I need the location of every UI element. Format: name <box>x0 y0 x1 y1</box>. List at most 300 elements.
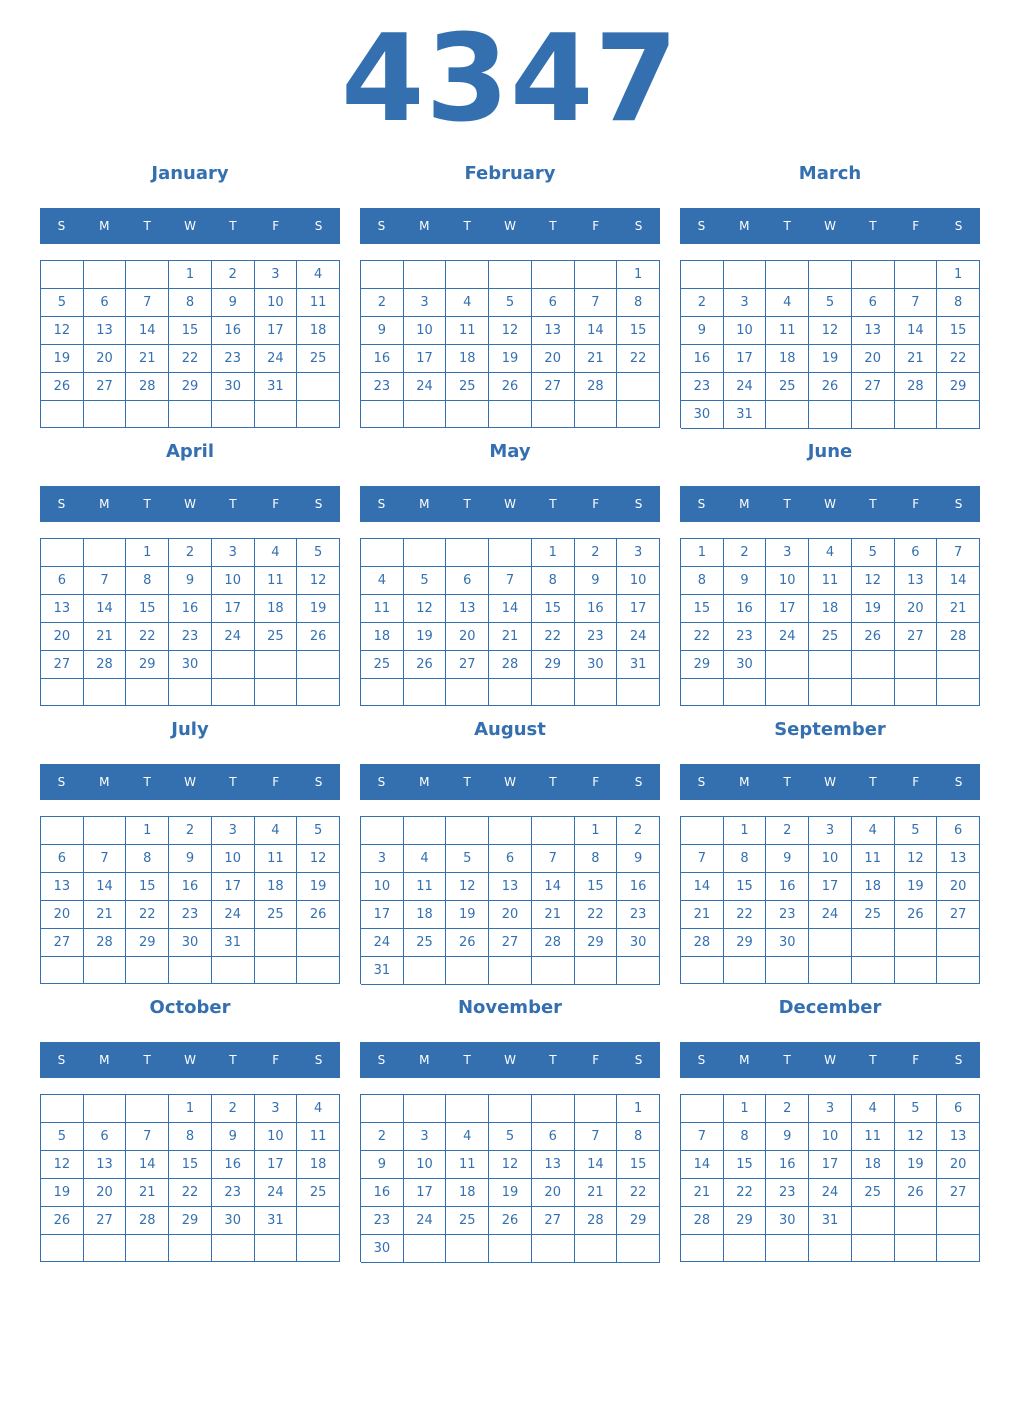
weekday-label: F <box>912 497 920 511</box>
day-cell: 15 <box>724 873 767 901</box>
day-grid <box>680 260 980 428</box>
weekday-label: S <box>634 1053 643 1067</box>
day-cell: 9 <box>617 845 660 873</box>
day-cell: 19 <box>809 345 852 373</box>
empty-day-cell <box>681 261 724 289</box>
weekday-label: F <box>592 497 600 511</box>
weekday-label: M <box>739 775 750 789</box>
day-cell: 26 <box>404 651 447 679</box>
weekday-label: S <box>57 1053 66 1067</box>
empty-day-cell <box>404 1095 447 1123</box>
empty-day-cell <box>895 261 938 289</box>
month-name: December <box>778 997 882 1018</box>
day-cell: 2 <box>617 817 660 845</box>
day-cell: 12 <box>852 567 895 595</box>
day-cell: 10 <box>255 1123 298 1151</box>
day-cell: 29 <box>126 929 169 957</box>
weekday-label: W <box>824 219 836 233</box>
day-cell: 2 <box>361 1123 404 1151</box>
day-cell: 14 <box>126 317 169 345</box>
weekday-label: T <box>783 219 791 233</box>
empty-day-cell <box>937 929 980 957</box>
month-name: November <box>457 997 563 1018</box>
day-cell: 23 <box>766 901 809 929</box>
empty-day-cell <box>575 1095 618 1123</box>
day-cell: 11 <box>852 1123 895 1151</box>
day-cell: 14 <box>84 873 127 901</box>
weekday-header <box>360 1042 660 1078</box>
empty-day-cell <box>681 679 724 706</box>
empty-day-cell <box>895 651 938 679</box>
day-cell: 1 <box>724 1095 767 1123</box>
weekday-label: T <box>869 497 877 511</box>
weekday-header <box>360 764 660 800</box>
day-cell: 9 <box>724 567 767 595</box>
day-cell: 2 <box>575 539 618 567</box>
day-cell: 27 <box>937 901 980 929</box>
day-cell: 7 <box>575 289 618 317</box>
day-cell: 12 <box>895 1123 938 1151</box>
weekday-label: M <box>99 775 110 789</box>
weekday-label: S <box>954 775 963 789</box>
empty-day-cell <box>681 1095 724 1123</box>
day-cell: 14 <box>84 595 127 623</box>
weekday-label: T <box>229 775 237 789</box>
empty-day-cell <box>255 679 298 706</box>
day-cell: 29 <box>724 1207 767 1235</box>
day-cell: 10 <box>617 567 660 595</box>
empty-day-cell <box>766 1235 809 1262</box>
empty-day-cell <box>169 401 212 428</box>
weekday-label: T <box>463 775 471 789</box>
day-cell: 5 <box>446 845 489 873</box>
day-cell: 20 <box>852 345 895 373</box>
empty-day-cell <box>212 651 255 679</box>
empty-day-cell <box>724 1235 767 1262</box>
empty-day-cell <box>852 261 895 289</box>
day-cell: 27 <box>489 929 532 957</box>
day-cell: 17 <box>212 873 255 901</box>
empty-day-cell <box>617 1235 660 1263</box>
day-cell: 21 <box>575 1179 618 1207</box>
day-cell: 7 <box>575 1123 618 1151</box>
empty-day-cell <box>489 679 532 706</box>
day-cell: 11 <box>766 317 809 345</box>
day-cell: 17 <box>809 1151 852 1179</box>
empty-day-cell <box>41 1095 84 1123</box>
day-cell: 16 <box>681 345 724 373</box>
empty-day-cell <box>937 651 980 679</box>
empty-day-cell <box>297 401 340 428</box>
day-cell: 14 <box>489 595 532 623</box>
day-cell: 29 <box>169 1207 212 1235</box>
month-name: April <box>165 441 215 462</box>
day-grid <box>680 1094 980 1262</box>
empty-day-cell <box>852 957 895 984</box>
day-cell: 29 <box>617 1207 660 1235</box>
day-cell: 26 <box>852 623 895 651</box>
weekday-label: S <box>954 1053 963 1067</box>
day-cell: 31 <box>617 651 660 679</box>
day-cell: 1 <box>937 261 980 289</box>
day-cell: 30 <box>212 373 255 401</box>
empty-day-cell <box>126 957 169 984</box>
day-cell: 14 <box>532 873 575 901</box>
month-name: July <box>171 719 209 740</box>
day-cell: 28 <box>575 1207 618 1235</box>
day-cell: 21 <box>681 1179 724 1207</box>
day-cell: 28 <box>126 373 169 401</box>
day-cell: 19 <box>446 901 489 929</box>
day-cell: 12 <box>895 845 938 873</box>
day-cell: 14 <box>937 567 980 595</box>
weekday-label: W <box>504 775 516 789</box>
weekday-label: M <box>739 497 750 511</box>
empty-day-cell <box>852 1235 895 1262</box>
day-cell: 6 <box>532 289 575 317</box>
empty-day-cell <box>404 817 447 845</box>
day-cell: 2 <box>724 539 767 567</box>
day-cell: 23 <box>724 623 767 651</box>
empty-day-cell <box>361 817 404 845</box>
weekday-label: T <box>549 219 557 233</box>
empty-day-cell <box>84 1095 127 1123</box>
empty-day-cell <box>361 401 404 428</box>
weekday-header <box>680 208 980 244</box>
day-cell: 20 <box>489 901 532 929</box>
day-cell: 10 <box>255 289 298 317</box>
day-cell: 24 <box>617 623 660 651</box>
day-cell: 14 <box>126 1151 169 1179</box>
day-cell: 16 <box>766 873 809 901</box>
day-cell: 7 <box>126 1123 169 1151</box>
day-cell: 15 <box>724 1151 767 1179</box>
empty-day-cell <box>169 679 212 706</box>
day-cell: 20 <box>84 1179 127 1207</box>
empty-day-cell <box>446 539 489 567</box>
weekday-label: S <box>954 219 963 233</box>
day-cell: 13 <box>446 595 489 623</box>
day-cell: 11 <box>404 873 447 901</box>
day-cell: 16 <box>169 873 212 901</box>
day-cell: 24 <box>361 929 404 957</box>
day-cell: 24 <box>255 345 298 373</box>
day-cell: 23 <box>169 623 212 651</box>
day-cell: 30 <box>169 651 212 679</box>
day-cell: 18 <box>446 1179 489 1207</box>
weekday-label: S <box>634 775 643 789</box>
day-cell: 15 <box>575 873 618 901</box>
weekday-label: S <box>697 1053 706 1067</box>
weekday-label: W <box>184 775 196 789</box>
day-grid <box>680 538 980 706</box>
day-cell: 29 <box>169 373 212 401</box>
day-cell: 25 <box>446 373 489 401</box>
day-cell: 22 <box>937 345 980 373</box>
day-cell: 1 <box>126 817 169 845</box>
day-cell: 30 <box>212 1207 255 1235</box>
weekday-header <box>680 486 980 522</box>
empty-day-cell <box>575 401 618 428</box>
day-cell: 8 <box>575 845 618 873</box>
month-name: September <box>774 719 886 740</box>
day-cell: 23 <box>617 901 660 929</box>
day-cell: 9 <box>169 567 212 595</box>
day-cell: 8 <box>724 1123 767 1151</box>
weekday-label: T <box>143 497 151 511</box>
weekday-label: M <box>739 1053 750 1067</box>
empty-day-cell <box>724 679 767 706</box>
weekday-label: S <box>634 219 643 233</box>
empty-day-cell <box>766 679 809 706</box>
day-cell: 17 <box>255 1151 298 1179</box>
day-cell: 6 <box>937 1095 980 1123</box>
day-cell: 27 <box>84 1207 127 1235</box>
day-grid <box>40 260 340 428</box>
day-cell: 4 <box>809 539 852 567</box>
day-cell: 2 <box>766 1095 809 1123</box>
day-cell: 25 <box>852 1179 895 1207</box>
day-cell: 18 <box>404 901 447 929</box>
day-cell: 23 <box>766 1179 809 1207</box>
day-cell: 23 <box>681 373 724 401</box>
month-name: October <box>149 997 231 1018</box>
empty-day-cell <box>297 651 340 679</box>
day-cell: 3 <box>404 289 447 317</box>
weekday-label: W <box>504 219 516 233</box>
day-cell: 3 <box>361 845 404 873</box>
day-cell: 22 <box>126 901 169 929</box>
weekday-label: T <box>869 1053 877 1067</box>
day-cell: 28 <box>126 1207 169 1235</box>
weekday-label: F <box>912 219 920 233</box>
empty-day-cell <box>212 1235 255 1262</box>
empty-day-cell <box>937 679 980 706</box>
empty-day-cell <box>895 679 938 706</box>
day-cell: 11 <box>255 567 298 595</box>
empty-day-cell <box>41 401 84 428</box>
day-cell: 25 <box>255 623 298 651</box>
weekday-label: F <box>592 1053 600 1067</box>
day-cell: 12 <box>489 1151 532 1179</box>
empty-day-cell <box>255 957 298 984</box>
weekday-header <box>360 486 660 522</box>
weekday-label: S <box>697 219 706 233</box>
day-cell: 1 <box>617 1095 660 1123</box>
weekday-label: W <box>184 219 196 233</box>
day-cell: 21 <box>532 901 575 929</box>
day-cell: 3 <box>724 289 767 317</box>
day-cell: 28 <box>895 373 938 401</box>
day-cell: 25 <box>404 929 447 957</box>
day-cell: 16 <box>617 873 660 901</box>
day-cell: 21 <box>895 345 938 373</box>
empty-day-cell <box>575 261 618 289</box>
day-cell: 7 <box>681 845 724 873</box>
day-cell: 27 <box>852 373 895 401</box>
empty-day-cell <box>532 679 575 706</box>
empty-day-cell <box>575 679 618 706</box>
empty-day-cell <box>41 1235 84 1262</box>
day-cell: 16 <box>212 317 255 345</box>
empty-day-cell <box>84 817 127 845</box>
day-cell: 8 <box>532 567 575 595</box>
day-cell: 26 <box>489 1207 532 1235</box>
empty-day-cell <box>895 401 938 429</box>
day-cell: 21 <box>681 901 724 929</box>
weekday-label: W <box>184 497 196 511</box>
day-cell: 9 <box>681 317 724 345</box>
day-cell: 13 <box>532 317 575 345</box>
day-cell: 29 <box>126 651 169 679</box>
day-cell: 4 <box>255 539 298 567</box>
weekday-label: S <box>57 775 66 789</box>
day-cell: 28 <box>489 651 532 679</box>
empty-day-cell <box>404 539 447 567</box>
weekday-label: F <box>912 775 920 789</box>
day-cell: 11 <box>852 845 895 873</box>
day-cell: 13 <box>84 1151 127 1179</box>
empty-day-cell <box>297 1207 340 1235</box>
day-cell: 7 <box>489 567 532 595</box>
empty-day-cell <box>84 679 127 706</box>
day-cell: 20 <box>41 901 84 929</box>
day-cell: 21 <box>489 623 532 651</box>
empty-day-cell <box>169 1235 212 1262</box>
day-cell: 11 <box>446 1151 489 1179</box>
day-grid <box>360 816 660 984</box>
day-cell: 19 <box>297 873 340 901</box>
empty-day-cell <box>681 1235 724 1262</box>
day-cell: 27 <box>532 1207 575 1235</box>
day-cell: 29 <box>532 651 575 679</box>
empty-day-cell <box>937 1235 980 1262</box>
empty-day-cell <box>84 957 127 984</box>
day-cell: 5 <box>41 1123 84 1151</box>
empty-day-cell <box>126 261 169 289</box>
day-cell: 17 <box>255 317 298 345</box>
day-cell: 16 <box>169 595 212 623</box>
day-cell: 5 <box>297 539 340 567</box>
day-cell: 24 <box>809 901 852 929</box>
day-cell: 26 <box>809 373 852 401</box>
day-cell: 17 <box>404 1179 447 1207</box>
day-cell: 15 <box>126 595 169 623</box>
weekday-label: S <box>314 497 323 511</box>
empty-day-cell <box>532 817 575 845</box>
day-cell: 27 <box>41 929 84 957</box>
empty-day-cell <box>297 929 340 957</box>
day-cell: 26 <box>489 373 532 401</box>
empty-day-cell <box>489 1235 532 1263</box>
day-grid <box>40 538 340 706</box>
empty-day-cell <box>255 651 298 679</box>
day-cell: 2 <box>212 261 255 289</box>
day-cell: 6 <box>895 539 938 567</box>
day-cell: 17 <box>766 595 809 623</box>
empty-day-cell <box>297 679 340 706</box>
day-cell: 2 <box>169 817 212 845</box>
weekday-label: F <box>272 1053 280 1067</box>
empty-day-cell <box>809 957 852 984</box>
empty-day-cell <box>361 539 404 567</box>
weekday-label: T <box>783 1053 791 1067</box>
day-cell: 17 <box>404 345 447 373</box>
weekday-label: S <box>954 497 963 511</box>
empty-day-cell <box>809 261 852 289</box>
empty-day-cell <box>489 1095 532 1123</box>
empty-day-cell <box>212 679 255 706</box>
day-cell: 24 <box>404 1207 447 1235</box>
day-grid <box>40 816 340 984</box>
weekday-label: T <box>463 219 471 233</box>
weekday-label: S <box>697 775 706 789</box>
day-cell: 5 <box>489 289 532 317</box>
day-grid <box>360 1094 660 1262</box>
day-cell: 26 <box>297 623 340 651</box>
empty-day-cell <box>937 1207 980 1235</box>
empty-day-cell <box>809 929 852 957</box>
empty-day-cell <box>126 1095 169 1123</box>
day-cell: 6 <box>41 845 84 873</box>
day-cell: 10 <box>404 317 447 345</box>
weekday-label: W <box>504 497 516 511</box>
day-cell: 15 <box>532 595 575 623</box>
empty-day-cell <box>766 957 809 984</box>
weekday-label: T <box>783 497 791 511</box>
weekday-label: S <box>314 219 323 233</box>
day-cell: 8 <box>126 845 169 873</box>
day-cell: 7 <box>937 539 980 567</box>
day-cell: 1 <box>532 539 575 567</box>
weekday-label: T <box>549 775 557 789</box>
day-cell: 6 <box>489 845 532 873</box>
day-cell: 29 <box>575 929 618 957</box>
day-cell: 23 <box>169 901 212 929</box>
empty-day-cell <box>446 1095 489 1123</box>
empty-day-cell <box>532 261 575 289</box>
day-cell: 28 <box>532 929 575 957</box>
day-cell: 11 <box>809 567 852 595</box>
empty-day-cell <box>489 261 532 289</box>
day-cell: 14 <box>681 1151 724 1179</box>
day-cell: 29 <box>937 373 980 401</box>
day-cell: 3 <box>809 1095 852 1123</box>
day-cell: 6 <box>937 817 980 845</box>
day-cell: 11 <box>361 595 404 623</box>
day-cell: 27 <box>41 651 84 679</box>
weekday-label: M <box>99 497 110 511</box>
weekday-label: T <box>143 219 151 233</box>
weekday-label: W <box>504 1053 516 1067</box>
empty-day-cell <box>809 651 852 679</box>
empty-day-cell <box>809 1235 852 1262</box>
empty-day-cell <box>575 1235 618 1263</box>
empty-day-cell <box>532 1095 575 1123</box>
day-cell: 23 <box>575 623 618 651</box>
empty-day-cell <box>212 957 255 984</box>
day-cell: 18 <box>297 317 340 345</box>
day-cell: 22 <box>617 345 660 373</box>
day-cell: 5 <box>404 567 447 595</box>
empty-day-cell <box>617 373 660 401</box>
day-cell: 20 <box>895 595 938 623</box>
day-cell: 22 <box>724 1179 767 1207</box>
day-cell: 30 <box>766 929 809 957</box>
empty-day-cell <box>617 401 660 428</box>
day-cell: 16 <box>361 1179 404 1207</box>
day-cell: 13 <box>895 567 938 595</box>
